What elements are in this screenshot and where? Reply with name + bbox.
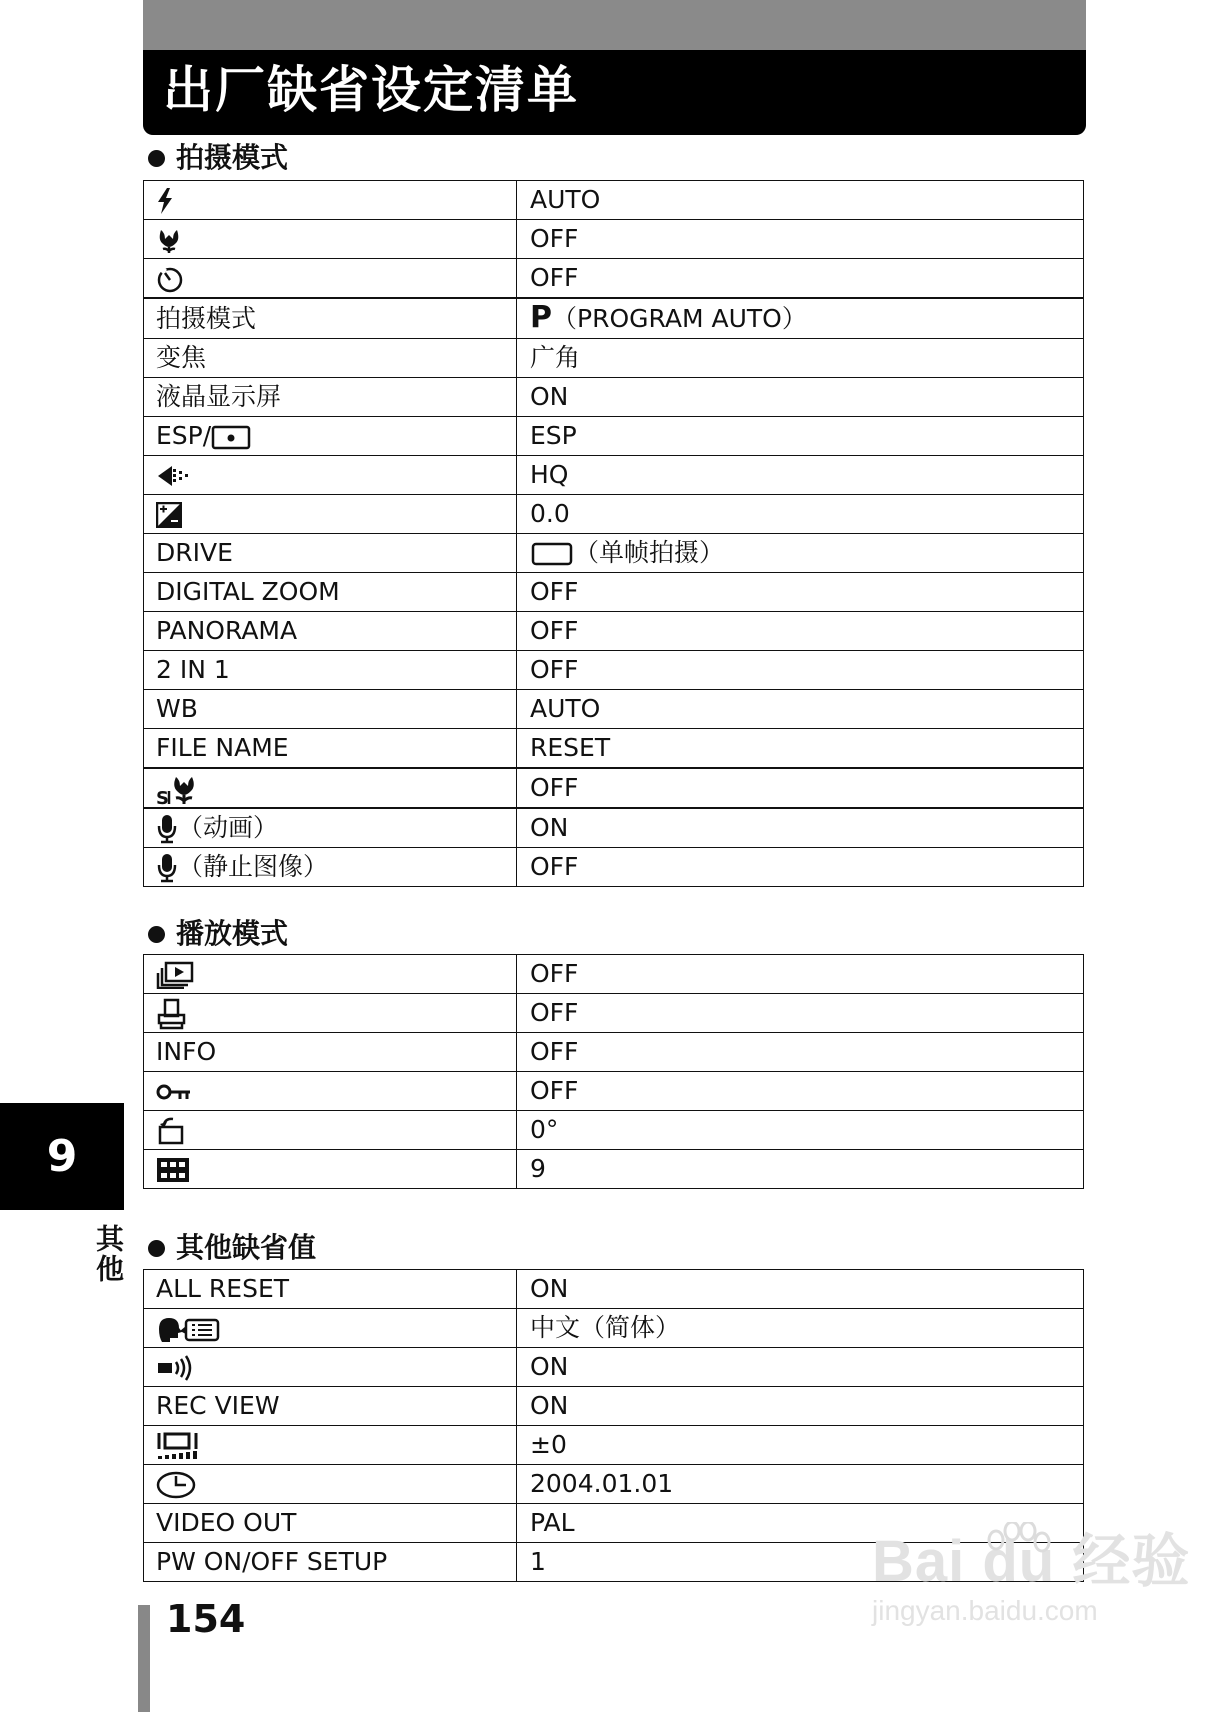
setting-label: INFO <box>144 1033 517 1072</box>
setting-value: OFF <box>517 573 1084 612</box>
table-row <box>144 1309 1084 1348</box>
table-row <box>144 1033 1084 1072</box>
page-title: 出厂缺省设定清单 <box>163 61 579 119</box>
table-row <box>144 298 1084 339</box>
table-row <box>144 1465 1084 1504</box>
setting-value: 0.0 <box>517 495 1084 534</box>
setting-value: AUTO <box>517 690 1084 729</box>
table-row <box>144 1270 1084 1309</box>
single-frame-icon <box>530 541 574 567</box>
table-row <box>144 220 1084 259</box>
setting-value: RESET <box>517 729 1084 769</box>
setting-value: ±0 <box>517 1426 1084 1465</box>
setting-value: ON <box>517 378 1084 417</box>
table-row <box>144 651 1084 690</box>
language-icon <box>156 1315 220 1343</box>
beep-icon <box>156 1355 196 1381</box>
flash-icon <box>156 188 174 214</box>
watermark-url: jingyan.baidu.com <box>872 1595 1098 1626</box>
setting-value <box>517 298 1084 339</box>
table-row <box>144 612 1084 651</box>
page-number: 154 <box>166 1597 246 1641</box>
setting-label <box>144 1111 517 1150</box>
record-mode-icon <box>156 464 196 488</box>
table-row <box>144 378 1084 417</box>
setting-value-text: （PROGRAM AUTO） <box>552 304 807 333</box>
table-row <box>144 534 1084 573</box>
setting-label: VIDEO OUT <box>144 1504 517 1543</box>
table-row <box>144 456 1084 495</box>
table-row <box>144 339 1084 378</box>
section-title-text: 拍摄模式 <box>176 141 289 174</box>
chapter-label: 其他 <box>92 1224 125 1284</box>
table-row <box>144 573 1084 612</box>
setting-value: AUTO <box>517 181 1084 220</box>
setting-value: 广角 <box>517 339 1084 378</box>
setting-value: ON <box>517 1348 1084 1387</box>
setting-label-text: （静止图像） <box>178 852 329 881</box>
setting-value: ESP <box>517 417 1084 456</box>
setting-label <box>144 1072 517 1111</box>
setting-value-text: （单帧拍摄） <box>574 538 725 567</box>
page-header <box>143 0 1086 135</box>
setting-label: 2 IN 1 <box>144 651 517 690</box>
microphone-icon <box>156 853 178 883</box>
setting-value: PAL <box>517 1504 1084 1543</box>
setting-label: PW ON/OFF SETUP <box>144 1543 517 1582</box>
setting-label <box>144 259 517 299</box>
microphone-icon <box>156 814 178 844</box>
setting-value: 中文（简体） <box>517 1309 1084 1348</box>
rotate-icon <box>156 1116 186 1146</box>
table-row <box>144 1150 1084 1189</box>
spot-metering-icon <box>211 424 251 450</box>
setting-value: OFF <box>517 259 1084 299</box>
exposure-compensation-icon <box>156 502 182 528</box>
table-row <box>144 955 1084 994</box>
section-title-other <box>148 1230 316 1266</box>
setting-label <box>144 181 517 220</box>
setting-value: OFF <box>517 955 1084 994</box>
table-row <box>144 1111 1084 1150</box>
section-title-text: 其他缺省值 <box>176 1231 317 1264</box>
setting-value: OFF <box>517 768 1084 808</box>
setting-value: 2004.01.01 <box>517 1465 1084 1504</box>
table-row <box>144 1426 1084 1465</box>
section-title-text: 播放模式 <box>176 917 289 950</box>
table-row <box>144 259 1084 299</box>
setting-value: OFF <box>517 1072 1084 1111</box>
table-row <box>144 1072 1084 1111</box>
setting-label-text: （动画） <box>178 813 279 842</box>
watermark <box>872 1530 1190 1628</box>
watermark-brand: Bai du 经验 <box>872 1529 1191 1594</box>
setting-value: ON <box>517 1270 1084 1309</box>
setting-label <box>144 1309 517 1348</box>
table-row <box>144 808 1084 848</box>
setting-label: PANORAMA <box>144 612 517 651</box>
setting-value: OFF <box>517 612 1084 651</box>
section-title-shooting <box>148 140 288 176</box>
setting-value: OFF <box>517 848 1084 887</box>
table-row <box>144 848 1084 887</box>
setting-value: 9 <box>517 1150 1084 1189</box>
setting-label <box>144 848 517 887</box>
setting-label: 液晶显示屏 <box>144 378 517 417</box>
svg-text:S: S <box>156 788 169 805</box>
table-row <box>144 417 1084 456</box>
table-row <box>144 729 1084 769</box>
table-row <box>144 690 1084 729</box>
setting-label: WB <box>144 690 517 729</box>
bullet-icon <box>148 926 165 943</box>
chapter-tab: 9 <box>0 1103 124 1210</box>
setting-label <box>144 994 517 1033</box>
setting-label: 拍摄模式 <box>144 298 517 339</box>
page-number-bar <box>138 1605 150 1712</box>
setting-value: OFF <box>517 994 1084 1033</box>
setting-label: 变焦 <box>144 339 517 378</box>
self-timer-icon <box>156 265 184 293</box>
setting-value: ON <box>517 808 1084 848</box>
table-row <box>144 495 1084 534</box>
setting-value <box>517 534 1084 573</box>
setting-label <box>144 1426 517 1465</box>
setting-label <box>144 768 517 808</box>
index-display-icon <box>156 1157 190 1183</box>
setting-value: OFF <box>517 1033 1084 1072</box>
playback-settings-table <box>143 954 1084 1189</box>
setting-label <box>144 495 517 534</box>
protect-key-icon <box>156 1082 192 1102</box>
setting-label-text: ESP/ <box>156 421 212 450</box>
clock-icon <box>156 1471 196 1499</box>
super-macro-icon <box>156 773 200 805</box>
setting-label: DIGITAL ZOOM <box>144 573 517 612</box>
setting-label <box>144 1465 517 1504</box>
table-row <box>144 1348 1084 1387</box>
setting-label <box>144 1348 517 1387</box>
program-mode-icon: P <box>530 300 552 335</box>
setting-value: ON <box>517 1387 1084 1426</box>
setting-label <box>144 456 517 495</box>
setting-label <box>144 417 517 456</box>
setting-value: HQ <box>517 456 1084 495</box>
bullet-icon <box>148 150 165 167</box>
setting-label <box>144 1150 517 1189</box>
header-stripe <box>143 0 1086 50</box>
table-row <box>144 768 1084 808</box>
table-row <box>144 994 1084 1033</box>
setting-label <box>144 220 517 259</box>
setting-value: OFF <box>517 651 1084 690</box>
slideshow-icon <box>156 961 196 989</box>
setting-value: 0° <box>517 1111 1084 1150</box>
table-row <box>144 1387 1084 1426</box>
section-title-playback <box>148 916 288 952</box>
setting-label: DRIVE <box>144 534 517 573</box>
paw-logo-icon <box>982 1522 1052 1587</box>
bullet-icon <box>148 1240 165 1257</box>
setting-label <box>144 808 517 848</box>
setting-label: FILE NAME <box>144 729 517 769</box>
shooting-settings-table <box>143 180 1084 887</box>
table-row <box>144 181 1084 220</box>
print-order-icon <box>156 998 188 1030</box>
monitor-brightness-icon <box>156 1431 200 1461</box>
setting-label: ALL RESET <box>144 1270 517 1309</box>
setting-value: OFF <box>517 220 1084 259</box>
setting-label <box>144 955 517 994</box>
setting-value: 1 <box>517 1543 1084 1582</box>
macro-icon <box>156 227 182 253</box>
setting-label: REC VIEW <box>144 1387 517 1426</box>
